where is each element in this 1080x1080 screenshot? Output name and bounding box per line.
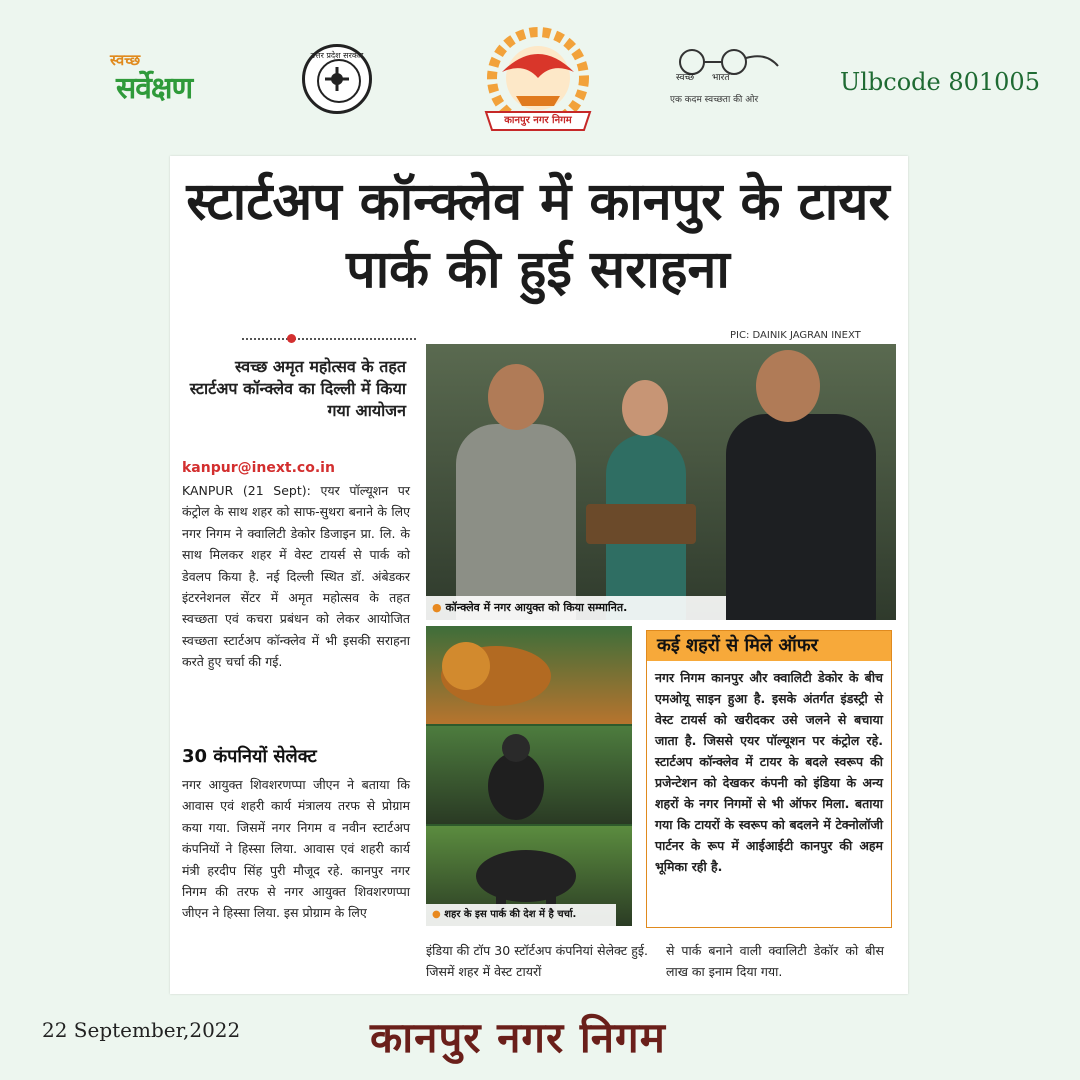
article-deck: स्वच्छ अमृत महोत्सव के तहत स्टार्टअप कॉन्क्लेव का दिल्ली में किया गया आयोजन (189, 357, 406, 420)
swachh-bharat-logo-icon (662, 46, 792, 116)
header-logos (0, 0, 1080, 150)
swachh-bharat-right-text: भारत (712, 73, 730, 83)
divider-dot (287, 334, 296, 343)
tyre-park-photos (426, 626, 632, 926)
photo-caption-award-text: कॉन्क्लेव में नगर आयुक्त को किया सम्मानित. (445, 601, 628, 614)
newspaper-clipping (170, 156, 908, 994)
photo-credit: PIC: DAINIK JAGRAN INEXT (730, 330, 861, 341)
knn-logo-text: कानपुर नगर निगम (504, 115, 572, 126)
divider (242, 338, 416, 340)
swachh-bharat-tagline: एक कदम स्वच्छता की ओर (670, 95, 759, 105)
ulb-code: Ulbcode 801005 (840, 68, 1040, 96)
article-subhead: 30 कंपनियों सेलेक्ट (182, 746, 317, 767)
swachh-survekshan-logo: सर्वेक्षण (116, 71, 193, 106)
publication-date: 22 September,2022 (42, 1018, 241, 1042)
award-photo (426, 344, 896, 620)
article-headline: स्टार्टअप कॉन्क्लेव में कानपुर के टायर पार्क की हुई सराहना (186, 172, 890, 300)
photo-caption-park: ● शहर के इस पार्क की देश में है चर्चा. (426, 904, 616, 926)
reporter-email: kanpur@inext.co.in (182, 460, 335, 476)
footer-title: कानपुर नगर निगम (370, 1013, 666, 1062)
up-government-seal-icon (302, 44, 372, 114)
offers-box (646, 630, 892, 928)
swachh-bharat-left-text: स्वच्छ (676, 73, 695, 83)
photo-caption-award: ● कॉन्क्लेव में नगर आयुक्त को किया सम्मानित. (426, 596, 726, 620)
article-column-1: KANPUR (21 Sept): एयर पॉल्यूशन पर कंट्रोल के साथ शहर को साफ-सुथरा बनाने के लिए नगर निगम ने क्वालिटी डेकोर डिजाइन प्रा. लि. के साथ मिलकर शहर में वेस्ट टायर्स से पार्क को डेवलप किया है. नई दिल्ली स्थित डॉ. अंबेडकर इंटरनेशनल सेंटर में अमृत महोत्सव के तहत स्वच्छता एवं कचरा प्रबंधन को लेकर आयोजित स्वच्छता स्टार्टअप कॉन्क्लेव में भी इसकी सराहना करते हुए चर्चा की गई. (182, 483, 410, 670)
article-column-1b: नगर आयुक्त शिवशरणप्पा जीएन ने बताया कि आवास एवं शहरी कार्य मंत्रालय तरफ से प्रोग्राम कया गया. जिसमें नगर निगम व नवीन स्टार्टअप कंपनियों ने हिस्सा लिया. आवास एवं शहरी कार्य मंत्री हरदीप सिंह पुरी मौजूद रहे. कानपुर नगर निगम की तरफ से नगर आयुक्त शिवशरणप्पा जीएन ने हिस्सा लिया. इस प्रोग्राम के लिए (182, 777, 410, 921)
kanpur-nagar-nigam-logo-icon (472, 26, 604, 132)
offers-box-title: कई शहरों से मिले ऑफर (647, 631, 891, 661)
up-seal-text: उत्तर प्रदेश सरकार (310, 51, 364, 60)
swachh-label: स्वच्छ (110, 51, 141, 69)
photo-caption-park-text: शहर के इस पार्क की देश में है चर्चा. (444, 909, 577, 920)
article-column-3-bottom: से पार्क बनाने वाली क्वालिटी डेकॉर को बीस लाख का इनाम दिया गया. (666, 943, 884, 980)
offers-box-body: नगर निगम कानपुर और क्वालिटी डेकोर के बीच एमओयू साइन हुआ है. इसके अंतर्गत इंडस्ट्री से वेस्ट टायर्स को खरीदकर उसे जलने से बचाया जाता है. जिससे एयर पॉल्यूशन पर कंट्रोल रहे. स्टार्टअप कॉन्क्लेव में टायर के बदले स्वरूप की प्रजेन्टेशन को देखकर कंपनी को इंडिया के अन्य शहरों के नगर निगमों से भी ऑफर मिला. बताया गया कि टायरों के स्वरूप को बदलने में टेक्नोलॉजी पार्टनर के रूप में आईआईटी कानपुर की अहम भूमिका रही है. (655, 670, 883, 874)
article-column-2-bottom: इंडिया की टॉप 30 स्टॉर्टअप कंपनियां सेलेक्ट हुई. जिसमें शहर में वेस्ट टायरों (426, 943, 648, 980)
